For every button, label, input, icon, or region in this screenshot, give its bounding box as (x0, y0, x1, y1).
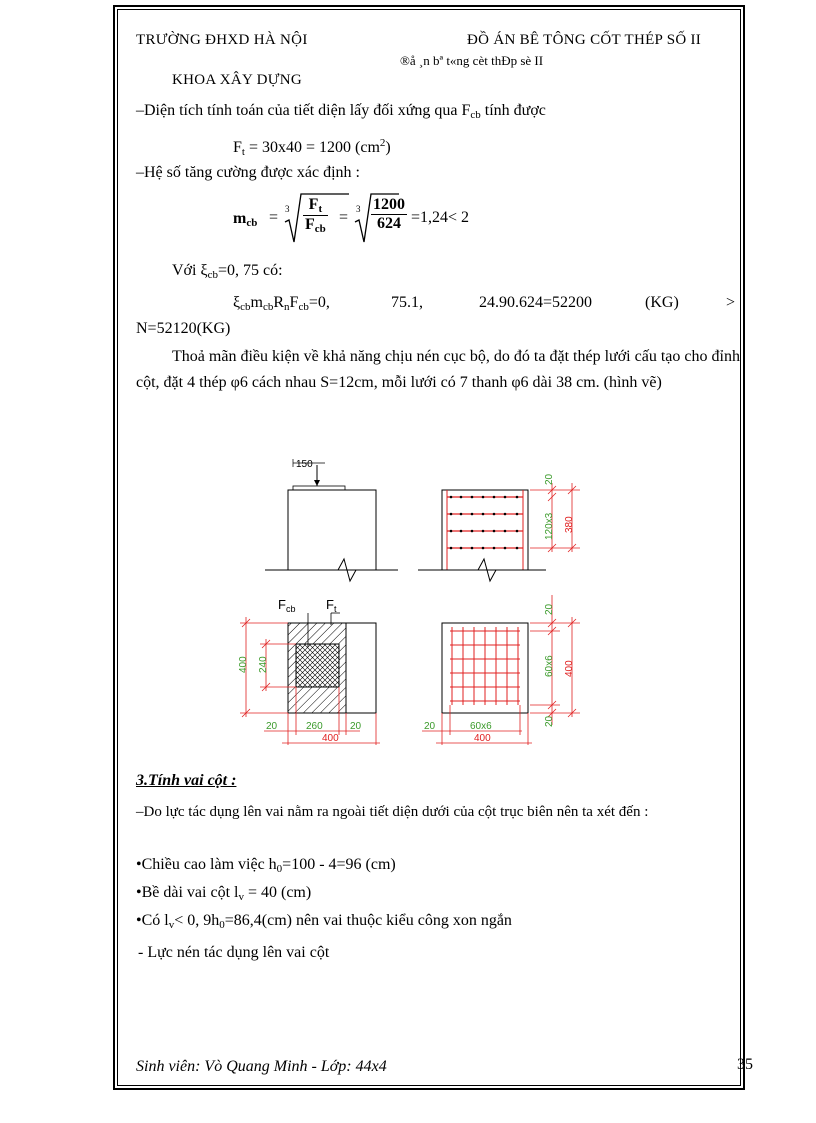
svg-text:20: 20 (544, 715, 555, 727)
svg-text:60x6: 60x6 (470, 721, 492, 732)
body-line-ft: $F_t = 30x40 = 1200$ $(cm^2)$ (233, 137, 391, 158)
svg-text:400: 400 (322, 733, 339, 744)
bullet-h0: •Chiều cao làm việc $h_0=100 - 4=96$ (cm) (136, 856, 396, 875)
fraction-ft-fcb: $F_t$ $F_{cb}$ (305, 196, 326, 235)
fraction-1200-624: $\frac{1200}{624}$ (373, 196, 405, 232)
svg-text:380: 380 (564, 516, 575, 533)
section-heading: 3.Tính vai cột : (136, 772, 237, 789)
svg-text:20: 20 (544, 603, 555, 615)
label-ft: $F_t$ (326, 597, 337, 614)
bullet-lv: •Bề dài vai cột $l_v = 40$ (cm) (136, 884, 312, 903)
svg-text:240: 240 (258, 656, 269, 673)
header-school: TRƯỜNG ĐHXD HÀ NỘI (136, 32, 308, 48)
body-line-coef: –Hệ số tăng cường được xác định : (136, 164, 360, 181)
body-line-xi: Với $\xi_{cb}=0$, 75 có: (172, 262, 283, 281)
section-paragraph: –Do lực tác dụng lên vai nằm ra ngoài tiết diện dưới của cột trục biên nên ta xét đến : (136, 804, 649, 820)
svg-text:120x3: 120x3 (544, 512, 555, 540)
bullet-compression-force: - Lực nén tác dụng lên vai cột (138, 944, 330, 961)
plan-mesh-view (442, 595, 580, 727)
svg-text:400: 400 (474, 733, 491, 744)
svg-text:20: 20 (350, 721, 362, 732)
footer-student: Sinh viên: Vò Quang Minh - Lớp: 44x4 (136, 1058, 387, 1075)
header-project-title: ĐỒ ÁN BÊ TÔNG CỐT THÉP SỐ II (467, 32, 702, 48)
header-project-title-legacy: ®å ¸n bª t«ng cèt thÐp sè II (400, 53, 544, 68)
svg-text:60x6: 60x6 (544, 655, 555, 677)
page-number: 35 (737, 1056, 753, 1073)
svg-text:150: 150 (296, 459, 313, 470)
svg-text:400: 400 (564, 660, 575, 677)
plan-area-view (238, 597, 376, 717)
svg-text:400: 400 (238, 656, 249, 673)
elevation-load-view (265, 459, 398, 581)
svg-text:260: 260 (306, 721, 323, 732)
reinforcement-figure (230, 455, 610, 755)
body-line-area: –Diện tích tính toán của tiết diện lấy đối xứng qua $F_{cb}$ tính được (136, 102, 546, 121)
paragraph-conclusion: Thoả mãn điều kiện về khả năng chịu nén cục bộ, do đó ta đặt thép lưới cấu tạo cho đỉnh cột, đặt 4 thép φ6 cách nhau S=12cm, mỗi lưới có 7 thanh φ6 dài 38 cm. (hình vẽ) (136, 348, 740, 391)
label-fcb: $F_{cb}$ (278, 597, 296, 614)
elevation-mesh-view (418, 473, 580, 581)
bullet-short-cantilever: •Có $l_v< 0$, $9h_0=86,4(cm)$ nên vai thuộc kiểu công xon ngắn (136, 912, 512, 931)
svg-text:20: 20 (266, 721, 278, 732)
svg-text:20: 20 (544, 473, 555, 485)
body-line-n: N=52120(KG) (136, 320, 231, 337)
header-faculty: KHOA XÂY DỰNG (172, 72, 302, 88)
svg-text:20: 20 (424, 721, 436, 732)
